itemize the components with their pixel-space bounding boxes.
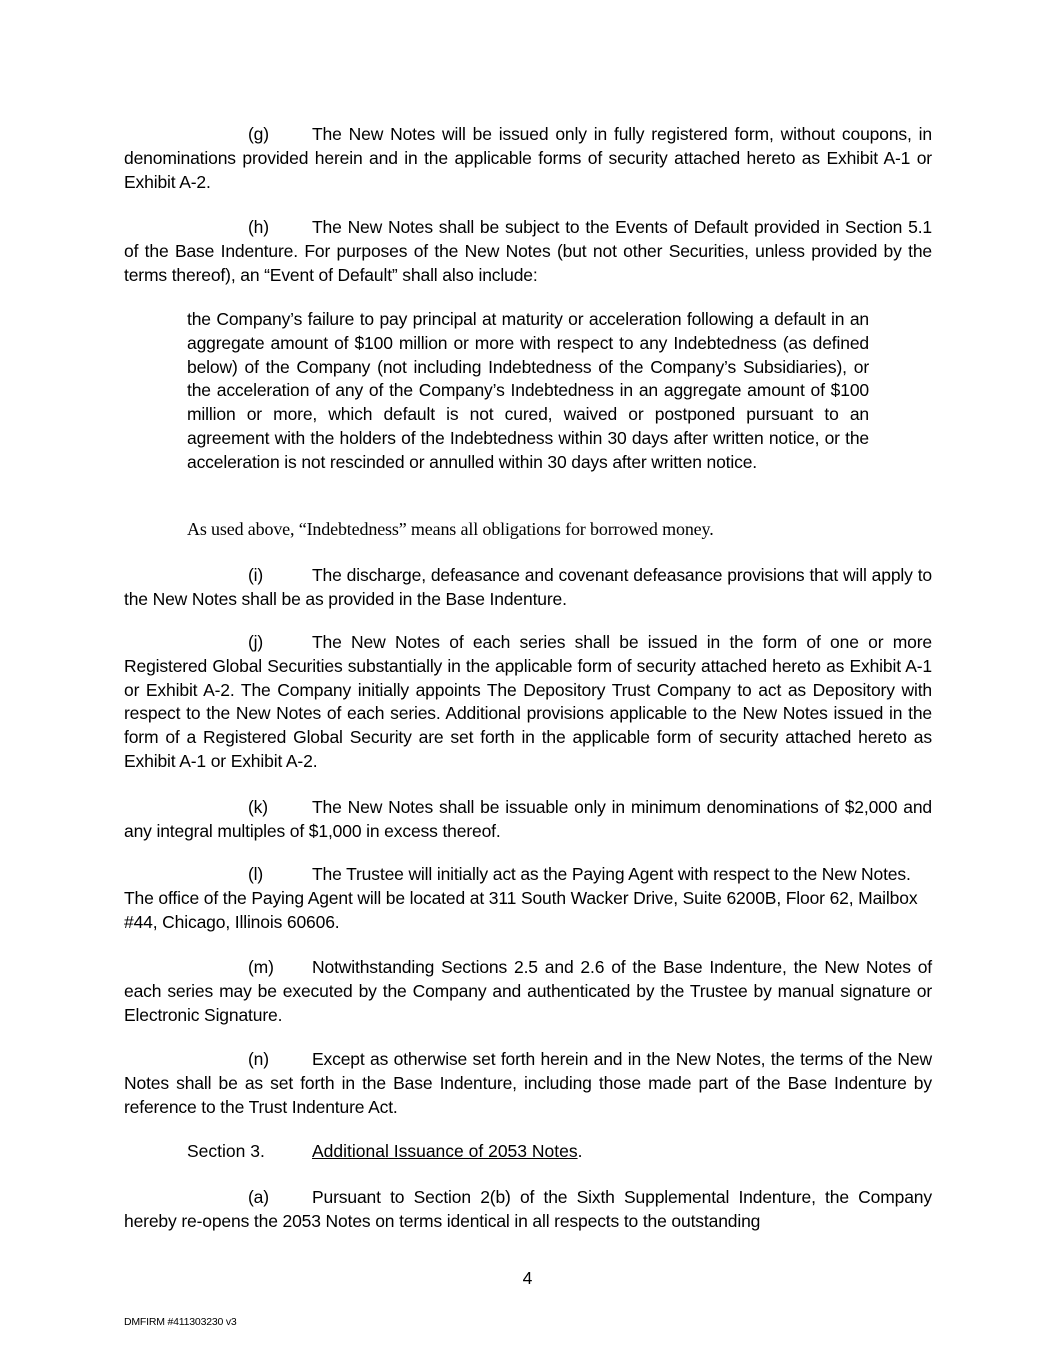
paragraph-text: The Trustee will initially act as the Paying Agent with respect to the New Notes. The office of the Paying Agent will be located at 311 South Wacker Drive, Suite 6200B, Floor 62, Mailbox #44, Chicago, Illinois 60606.	[124, 864, 918, 932]
paragraph-label: (m)	[248, 957, 274, 977]
paragraph-label: (h)	[248, 217, 269, 237]
paragraph-label: (i)	[248, 565, 264, 585]
page-number: 4	[522, 1268, 533, 1288]
section-number: Section 3.	[187, 1141, 265, 1161]
paragraph-a	[124, 1186, 932, 1234]
paragraph-text: Notwithstanding Sections 2.5 and 2.6 of the Base Indenture, the New Notes of each series may be executed by the Company and authenticated by the Trustee by manual signature or Electronic Signature.	[124, 957, 932, 1025]
paragraph-label: (g)	[248, 124, 269, 144]
paragraph-label: (k)	[248, 797, 268, 817]
paragraph-i	[124, 564, 932, 612]
paragraph-text: Except as otherwise set forth herein and in the New Notes, the terms of the New Notes shall be as set forth in the Base Indenture, including those made part of the Base Indenture by reference to the Trust Indenture Act.	[124, 1049, 932, 1117]
paragraph-l	[124, 863, 932, 934]
paragraph-j	[124, 631, 932, 774]
section-3-heading	[187, 1140, 582, 1164]
definition-text: As used above, “Indebtedness” means all obligations for borrowed money.	[187, 519, 714, 539]
indebtedness-definition	[187, 518, 869, 542]
event-of-default-block	[187, 308, 869, 475]
paragraph-k	[124, 796, 932, 844]
paragraph-m	[124, 956, 932, 1027]
paragraph-text: The New Notes will be issued only in fully registered form, without coupons, in denominations provided herein and in the applicable forms of security attached hereto as Exhibit A-1 or Exhibit A-2.	[124, 124, 932, 192]
paragraph-text: The New Notes shall be subject to the Events of Default provided in Section 5.1 of the Base Indenture. For purposes of the New Notes (but not other Securities, unless provided by the terms thereof), an “Event of Default” shall also include:	[124, 217, 932, 285]
paragraph-label: (j)	[248, 632, 264, 652]
paragraph-n	[124, 1048, 932, 1119]
paragraph-g	[124, 123, 932, 194]
paragraph-text: The New Notes of each series shall be issued in the form of one or more Registered Global Securities substantially in the applicable form of security attached hereto as Exhibit A-1 or Exhibit A-2. The Company initially appoints The Depository Trust Company to act as Depository with respect to the New Notes of each series. Additional provisions applicable to the New Notes issued in the form of a Registered Global Security are set forth in the applicable form of security attached hereto as Exhibit A-1 or Exhibit A-2.	[124, 632, 932, 771]
paragraph-label: (a)	[248, 1187, 269, 1207]
paragraph-text: Pursuant to Section 2(b) of the Sixth Supplemental Indenture, the Company hereby re-opens the 2053 Notes on terms identical in all respects to the outstanding	[124, 1187, 932, 1231]
block-quote-text: the Company’s failure to pay principal at maturity or acceleration following a default in an aggregate amount of $100 million or more with respect to any Indebtedness (as defined below) of the Company (not including Indebtedness of the Company’s Subsidiaries), or the acceleration of any of the Company’s Indebtedness in an aggregate amount of $100 million or more, which default is not cured, waived or postponed pursuant to an agreement with the holders of the Indebtedness within 30 days after written notice, or the acceleration is not rescinded or annulled within 30 days after written notice.	[187, 309, 869, 472]
document-id: DMFIRM #411303230 v3	[124, 1316, 237, 1328]
paragraph-text: The New Notes shall be issuable only in minimum denominations of $2,000 and any integral multiples of $1,000 in excess thereof.	[124, 797, 932, 841]
paragraph-label: (n)	[248, 1049, 269, 1069]
section-title: Additional Issuance of 2053 Notes	[312, 1141, 578, 1161]
paragraph-text: The discharge, defeasance and covenant defeasance provisions that will apply to the New Notes shall be as provided in the Base Indenture.	[124, 565, 932, 609]
paragraph-h	[124, 216, 932, 287]
paragraph-label: (l)	[248, 864, 264, 884]
section-title-period: .	[577, 1141, 583, 1161]
